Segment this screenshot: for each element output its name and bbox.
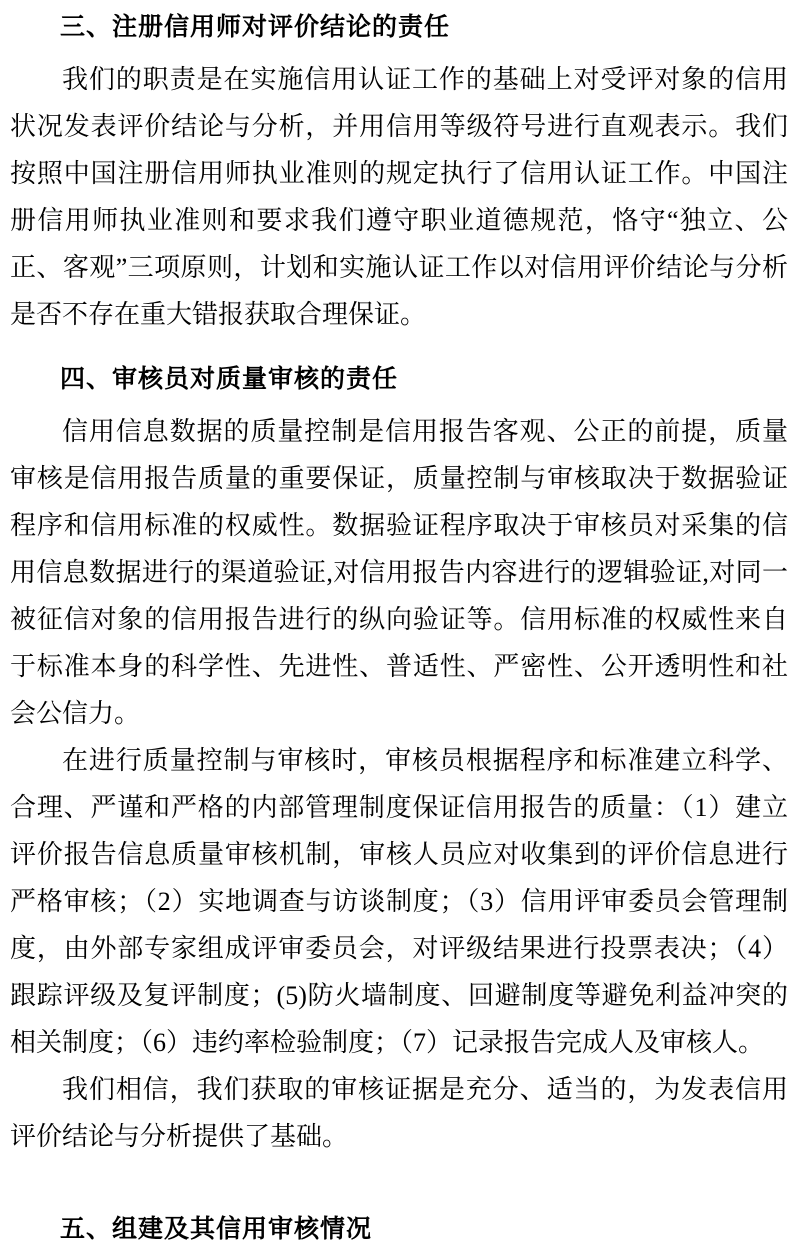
section-registered-credit-analyst-responsibility bbox=[10, 8, 788, 338]
paragraph: 在进行质量控制与审核时，审核员根据程序和标准建立科学、合理、严谨和严格的内部管理制度保证信用报告的质量：（1）建立评价报告信息质量审核机制，审核人员应对收集到的评价信息进行严格审核；（2）实地调查与访谈制度；（3）信用评审委员会管理制度，由外部专家组成评审委员会，对评级结果进行投票表决；（4）跟踪评级及复评制度；(5)防火墙制度、回避制度等避免利益冲突的相关制度；（6）违约率检验制度；（7）记录报告完成人及审核人。 bbox=[10, 746, 788, 1057]
section-heading: 五、组建及其信用审核情况 bbox=[60, 1216, 373, 1243]
section-auditor-quality-responsibility bbox=[10, 360, 788, 1160]
paragraph: 信用信息数据的质量控制是信用报告客观、公正的前提，质量审核是信用报告质量的重要保证，质量控制与审核取决于数据验证程序和信用标准的权威性。数据验证程序取决于审核员对采集的信用信息数据进行的渠道验证,对信用报告内容进行的逻辑验证,对同一被征信对象的信用报告进行的纵向验证等。信用标准的权威性来自于标准本身的科学性、先进性、普适性、严密性、公开透明性和社会公信力。 bbox=[10, 417, 788, 728]
section-heading: 四、审核员对质量审核的责任 bbox=[60, 366, 399, 393]
section-heading: 三、注册信用师对评价结论的责任 bbox=[60, 14, 451, 41]
section-formation-credit-audit-status bbox=[10, 1210, 788, 1250]
paragraph: 我们的职责是在实施信用认证工作的基础上对受评对象的信用状况发表评价结论与分析，并用信用等级符号进行直观表示。我们按照中国注册信用师执业准则的规定执行了信用认证工作。中国注册信用师执业准则和要求我们遵守职业道德规范，恪守“独立、公正、客观”三项原则，计划和实施认证工作以对信用评价结论与分析是否不存在重大错报获取合理保证。 bbox=[10, 65, 788, 329]
paragraph: 我们相信，我们获取的审核证据是充分、适当的，为发表信用评价结论与分析提供了基础。 bbox=[10, 1075, 788, 1151]
